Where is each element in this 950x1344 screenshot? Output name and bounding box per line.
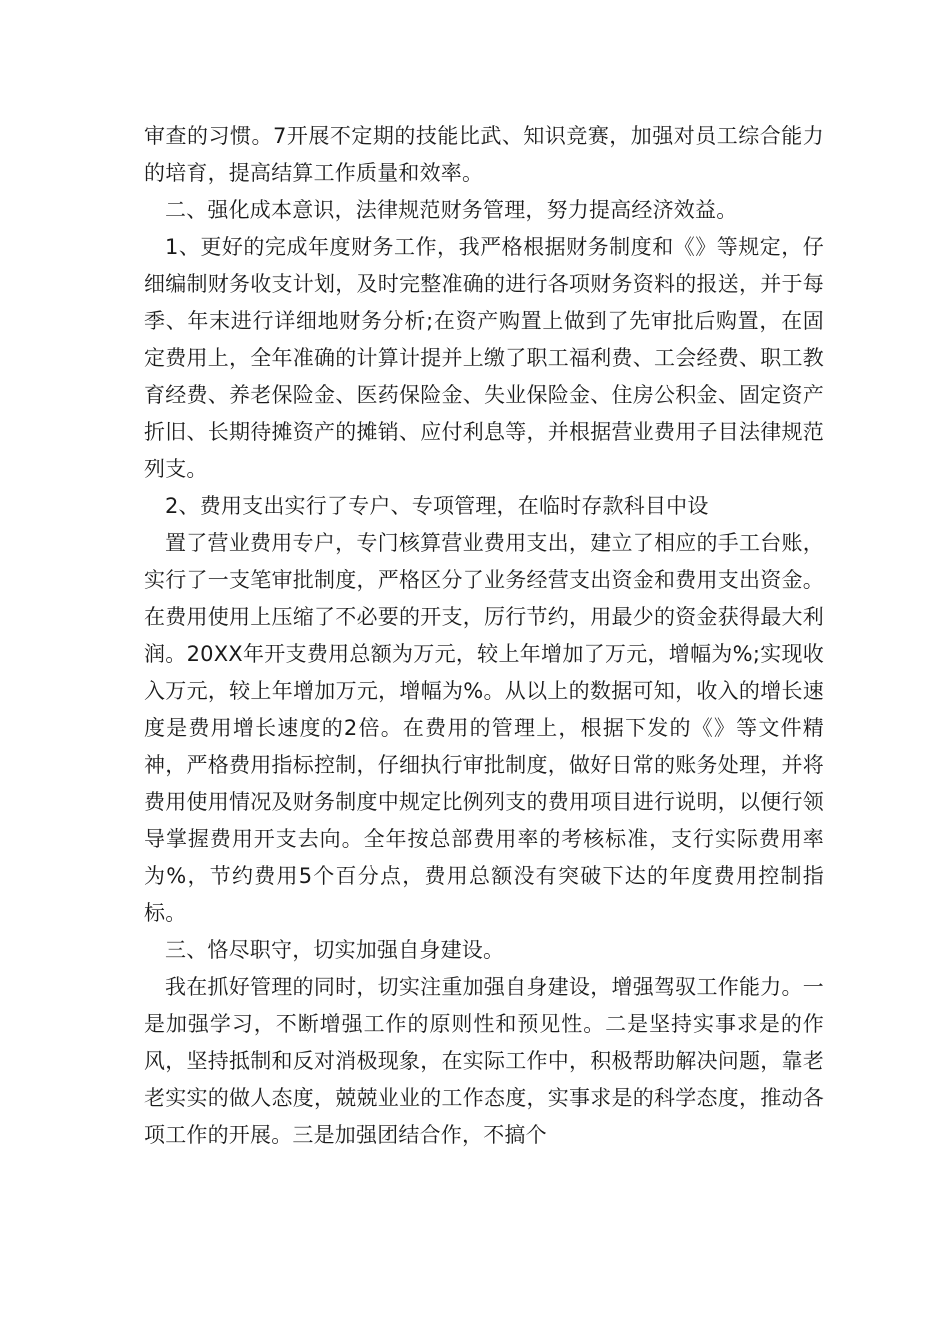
- document-body: [144, 118, 824, 1154]
- paragraph-item-two-body: 置了营业费用专户，专门核算营业费用支出，建立了相应的手工台账，实行了一支笔审批制度，严格区分了业务经营支出资金和费用支出资金。在费用使用上压缩了不必要的开支，厉行节约，用最少的资金获得最大利润。20XX年开支费用总额为万元，较上年增加了万元，增幅为%;实现收入万元，较上年增加万元，增幅为%。从以上的数据可知，收入的增长速度是费用增长速度的2倍。在费用的管理上，根据下发的《》等文件精神，严格费用指标控制，仔细执行审批制度，做好日常的账务处理，并将费用使用情况及财务制度中规定比例列支的费用项目进行说明，以便行领导掌握费用开支去向。全年按总部费用率的考核标准，支行实际费用率为%，节约费用5个百分点，费用总额没有突破下达的年度费用控制指标。: [144, 531, 824, 925]
- section-heading-three: 三、恪尽职守，切实加强自身建设。: [165, 938, 505, 962]
- paragraph-continuation: 审查的习惯。7开展不定期的技能比武、知识竞赛，加强对员工综合能力的培育，提高结算工作质量和效率。: [144, 124, 824, 185]
- paragraph-item-two-lead: 2、费用支出实行了专户、专项管理，在临时存款科目中设: [165, 494, 709, 518]
- section-heading-two: 二、强化成本意识，法律规范财务管理，努力提高经济效益。: [165, 198, 738, 222]
- paragraph-self-building: 我在抓好管理的同时，切实注重加强自身建设，增强驾驭工作能力。一是加强学习，不断增强工作的原则性和预见性。二是坚持实事求是的作风，坚持抵制和反对消极现象，在实际工作中，积极帮助解决问题，靠老老实实的做人态度，兢兢业业的工作态度，实事求是的科学态度，推动各项工作的开展。三是加强团结合作，不搞个: [144, 975, 824, 1147]
- paragraph-item-one: 1、更好的完成年度财务工作，我严格根据财务制度和《》等规定，仔细编制财务收支计划，及时完整准确的进行各项财务资料的报送，并于每季、年末进行详细地财务分析;在资产购置上做到了先审批后购置，在固定费用上，全年准确的计算计提并上缴了职工福利费、工会经费、职工教育经费、养老保险金、医药保险金、失业保险金、住房公积金、固定资产折旧、长期待摊资产的摊销、应付利息等，并根据营业费用子目法律规范列支。: [144, 235, 824, 481]
